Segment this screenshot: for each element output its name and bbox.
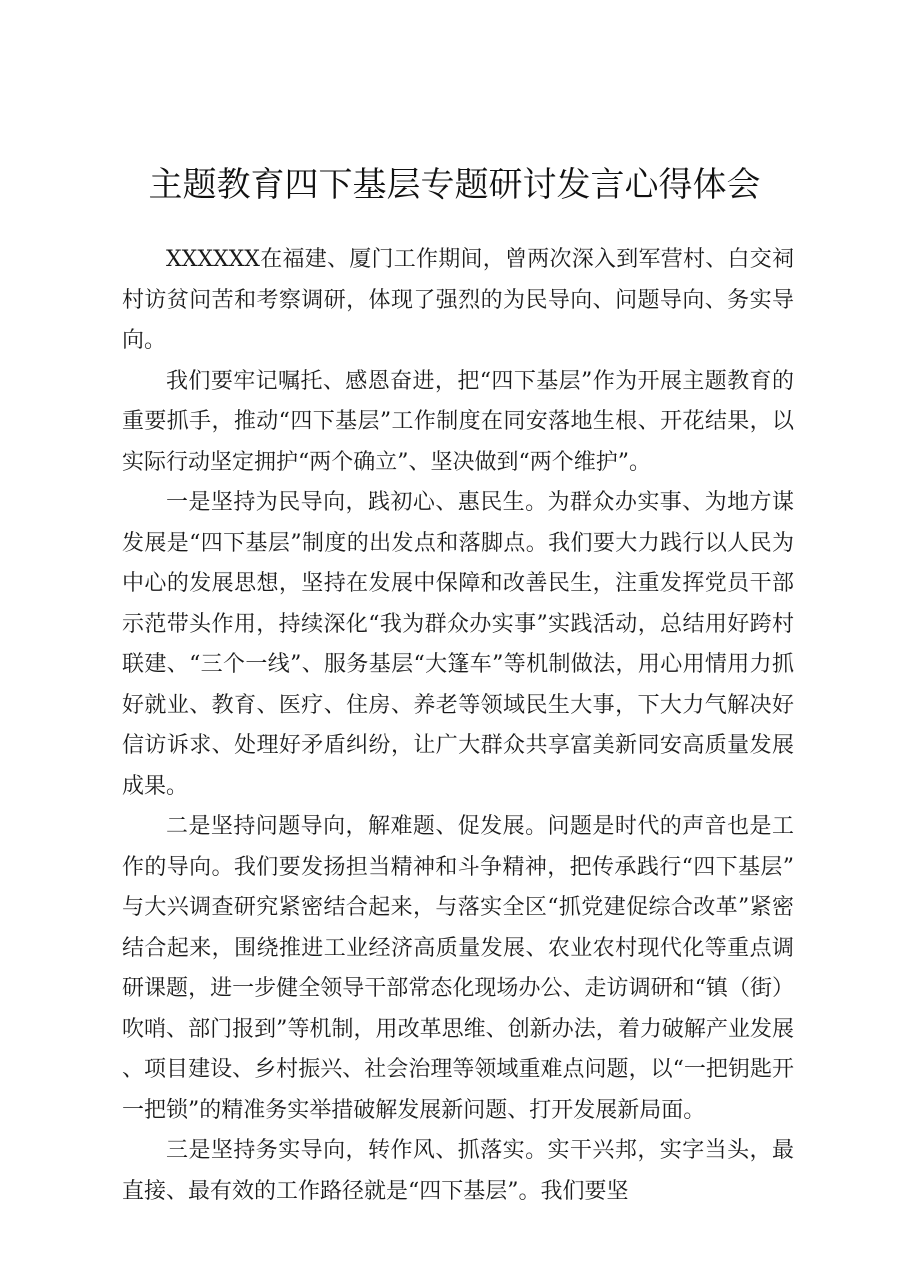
document-title: 主题教育四下基层专题研讨发言心得体会	[148, 165, 761, 205]
paragraph-point-one: 一是坚持为民导向，践初心、惠民生。为群众办实事、为地方谋发展是“四下基层”制度的出发点和落脚点。我们要大力践行以人民为中心的发展思想，坚持在发展中保障和改善民生，注重发挥党员干部示范带头作用，持续深化“我为群众办实事”实践活动，总结用好跨村联建、“三个一线”、服务基层“大篷车”等机制做法，用心用情用力抓好就业、教育、医疗、住房、养老等领域民生大事，下大力气解决好信访诉求、处理好矛盾纠纷，让广大群众共享富美新同安高质量发展成果。	[122, 490, 794, 799]
paragraph-intro: XXXXXX在福建、厦门工作期间，曾两次深入到军营村、白交祠村访贫问苦和考察调研，体现了强烈的为民导向、问题导向、务实导向。	[122, 247, 794, 353]
document-body	[122, 240, 794, 1212]
paragraph-point-two: 二是坚持问题导向，解难题、促发展。问题是时代的声音也是工作的导向。我们要发扬担当精神和斗争精神，把传承践行“四下基层”与大兴调查研究紧密结合起来，与落实全区“抓党建促综合改革”紧密结合起来，围绕推进工业经济高质量发展、农业农村现代化等重点调研课题，进一步健全领导干部常态化现场办公、走访调研和“镇（街）吹哨、部门报到”等机制，用改革思维、创新办法，着力破解产业发展、项目建设、乡村振兴、社会治理等领域重难点问题，以“一把钥匙开一把锁”的精准务实举措破解发展新问题、打开发展新局面。	[122, 814, 794, 1123]
paragraph-resolve: 我们要牢记嘱托、感恩奋进，把“四下基层”作为开展主题教育的重要抓手，推动“四下基层”工作制度在同安落地生根、开花结果，以实际行动坚定拥护“两个确立”、坚决做到“两个维护”。	[122, 368, 794, 475]
paragraph-point-three: 三是坚持务实导向，转作风、抓落实。实干兴邦，实字当头，最直接、最有效的工作路径就是“四下基层”。我们要坚	[122, 1138, 794, 1204]
